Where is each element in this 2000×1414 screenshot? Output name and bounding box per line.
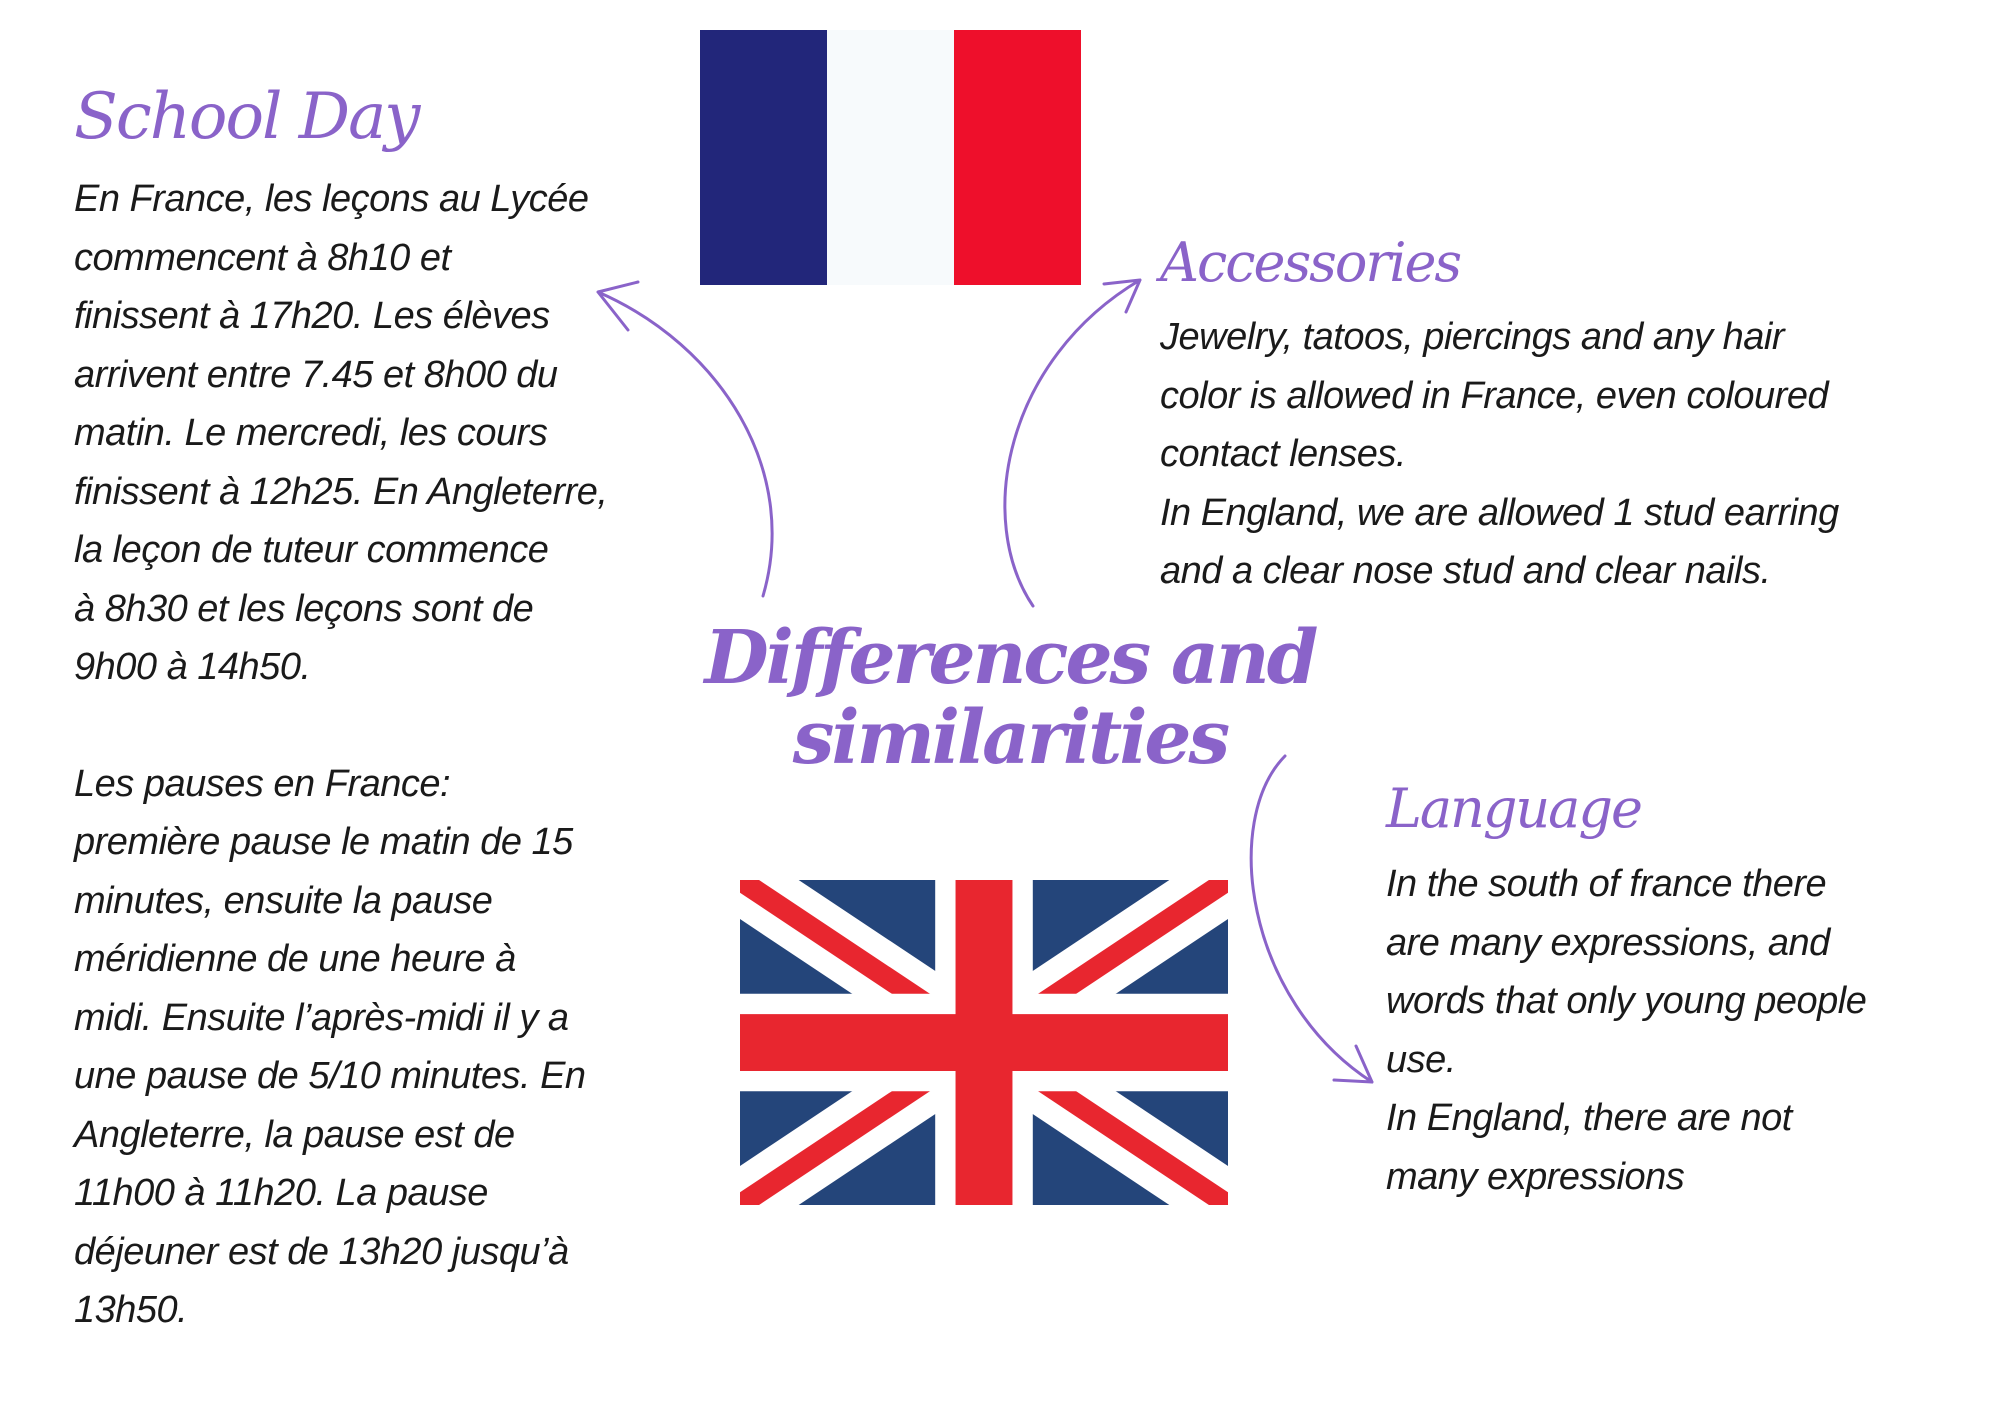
page-title: Differences and similarities	[704, 615, 1316, 781]
language-paragraph-2: In England, there are not many expressions	[1386, 1097, 1792, 1198]
accessories-paragraph-1: Jewelry, tatoos, piercings and any hair color is allowed in France, even coloured contact lenses.	[1160, 316, 1829, 475]
accessories-text	[1160, 308, 1940, 601]
school-day-paragraph-2: Les pauses en France: première pause le matin de 15 minutes, ensuite la pause méridienne de une heure à midi. Ensuite l’après-midi il y a une pause de 5/10 minutes. En Angleterre, la pause est de 11h00 à 11h20. La pause déjeuner est de 13h20 jusqu’à 13h50.	[74, 762, 586, 1331]
accessories-paragraph-2: In England, we are allowed 1 stud earring and a clear nose stud and clear nails.	[1160, 491, 1839, 592]
language-paragraph-1: In the south of france there are many expressions, and words that only young people use.	[1386, 863, 1867, 1081]
language-heading: Language	[1386, 777, 1641, 840]
school-day-paragraph-1: En France, les leçons au Lycée commencent à 8h10 et finissent à 17h20. Les élèves arrivent entre 7.45 et 8h00 du matin. Le mercredi, les cours finissent à 12h25. En Angleterre, la leçon de tuteur commence à 8h30 et les leçons sont de 9h00 à 14h50.	[74, 178, 608, 688]
school-day-text	[74, 170, 674, 1340]
language-text	[1386, 855, 1966, 1206]
school-day-heading: School Day	[74, 80, 419, 154]
accessories-heading: Accessories	[1160, 231, 1461, 294]
arrow-to-accessories	[1005, 280, 1140, 606]
arrow-to-language	[1251, 756, 1372, 1082]
